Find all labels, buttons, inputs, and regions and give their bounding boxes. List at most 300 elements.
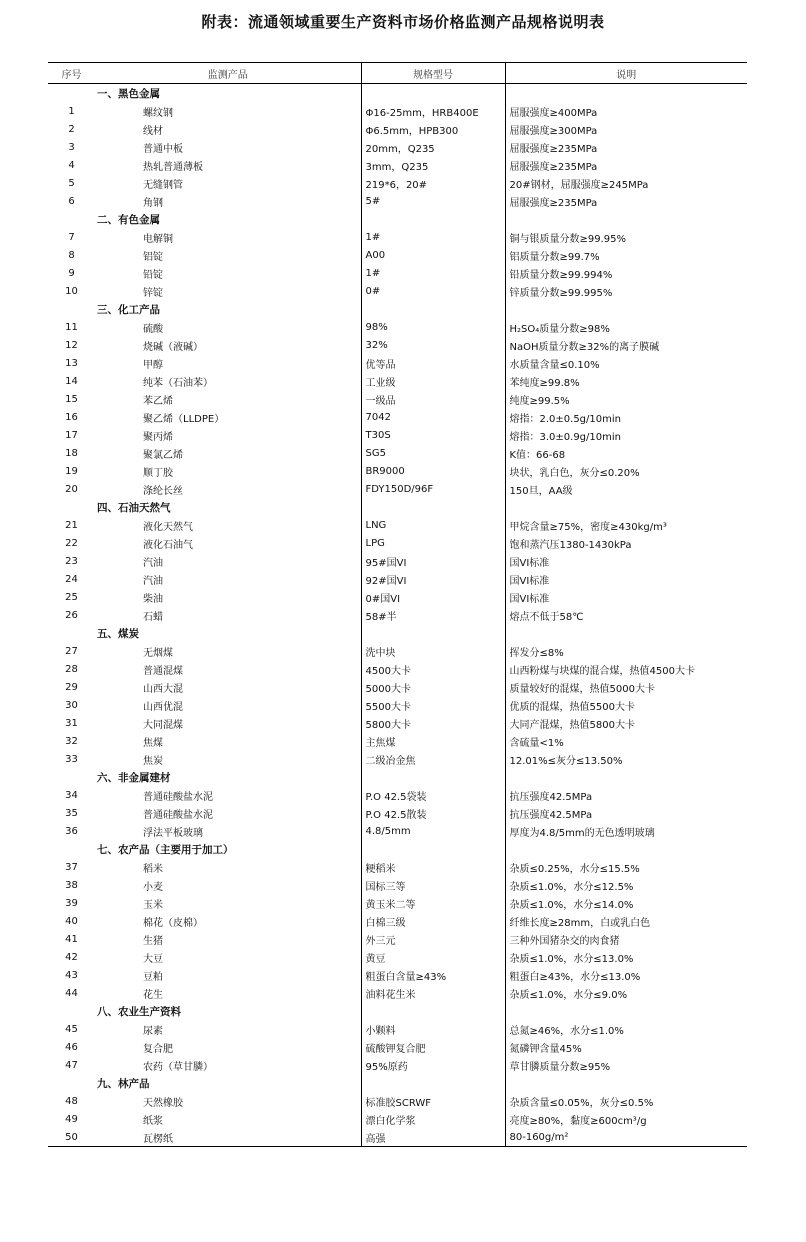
row-index: 5 bbox=[68, 177, 75, 189]
row-index: 48 bbox=[65, 1095, 78, 1107]
spec-value: 白棉三级 bbox=[361, 912, 505, 930]
header-spec: 规格型号 bbox=[361, 63, 505, 84]
product-name: 农药（草甘膦） bbox=[95, 1056, 361, 1074]
row-index: 28 bbox=[65, 663, 78, 675]
table-row bbox=[48, 444, 747, 462]
description-value: H₂SO₄质量分数≥98% bbox=[509, 323, 610, 335]
row-index: 22 bbox=[65, 537, 78, 549]
description-value bbox=[505, 210, 747, 228]
row-index: 37 bbox=[65, 861, 78, 873]
spec-value: 工业级 bbox=[361, 372, 505, 390]
product-name: 线材 bbox=[95, 120, 361, 138]
spec-value: 硫酸钾复合肥 bbox=[361, 1038, 505, 1056]
header-description: 说明 bbox=[505, 63, 747, 84]
table-row bbox=[48, 1056, 747, 1074]
category-label: 九、林产品 bbox=[95, 1074, 361, 1092]
row-index: 13 bbox=[65, 357, 78, 369]
row-index: 19 bbox=[65, 465, 78, 477]
row-index: 42 bbox=[65, 951, 78, 963]
row-index: 49 bbox=[65, 1113, 78, 1125]
description-value: 杂质≤1.0%，水分≤13.0% bbox=[509, 953, 634, 965]
table-row bbox=[48, 822, 747, 840]
table-row bbox=[48, 138, 747, 156]
table-row bbox=[48, 120, 747, 138]
product-name: 硫酸 bbox=[95, 318, 361, 336]
description-value: 熔点不低于58℃ bbox=[509, 611, 584, 623]
table-row bbox=[48, 408, 747, 426]
product-name: 小麦 bbox=[95, 876, 361, 894]
spec-value: 7042 bbox=[361, 408, 505, 426]
table-row bbox=[48, 1038, 747, 1056]
description-value: 20#钢材，屈服强度≥245MPa bbox=[509, 179, 649, 191]
header-index: 序号 bbox=[48, 63, 95, 84]
category-row bbox=[48, 300, 747, 318]
header-product: 监测产品 bbox=[95, 63, 361, 84]
product-name: 大豆 bbox=[95, 948, 361, 966]
row-index: 24 bbox=[65, 573, 78, 585]
table-row bbox=[48, 228, 747, 246]
table-row bbox=[48, 588, 747, 606]
row-index: 30 bbox=[65, 699, 78, 711]
table-row bbox=[48, 984, 747, 1002]
description-value: 山西粉煤与块煤的混合煤，热值4500大卡 bbox=[509, 665, 695, 677]
spec-value: 5# bbox=[361, 192, 505, 210]
table-row bbox=[48, 318, 747, 336]
row-index bbox=[48, 498, 95, 516]
spec-value bbox=[361, 768, 505, 786]
description-value: 饱和蒸汽压1380-1430kPa bbox=[509, 539, 632, 551]
spec-value: Φ6.5mm，HPB300 bbox=[361, 120, 505, 138]
table-row bbox=[48, 336, 747, 354]
product-name: 无缝钢管 bbox=[95, 174, 361, 192]
spec-value: P.O 42.5袋装 bbox=[361, 786, 505, 804]
product-name: 聚乙烯（LLDPE） bbox=[95, 408, 361, 426]
description-value: 亮度≥80%，黏度≥600cm³/g bbox=[509, 1115, 647, 1127]
description-value bbox=[505, 498, 747, 516]
product-name: 普通硅酸盐水泥 bbox=[95, 804, 361, 822]
row-index: 9 bbox=[68, 267, 75, 279]
product-name: 花生 bbox=[95, 984, 361, 1002]
product-name: 液化石油气 bbox=[95, 534, 361, 552]
table-row bbox=[48, 156, 747, 174]
table-row bbox=[48, 480, 747, 498]
row-index: 1 bbox=[68, 105, 75, 117]
spec-value: 4500大卡 bbox=[361, 660, 505, 678]
spec-value: FDY150D/96F bbox=[361, 480, 505, 498]
row-index: 2 bbox=[68, 123, 75, 135]
row-index: 36 bbox=[65, 825, 78, 837]
spec-value: 黄豆 bbox=[361, 948, 505, 966]
product-name: 涤纶长丝 bbox=[95, 480, 361, 498]
product-name: 浮法平板玻璃 bbox=[95, 822, 361, 840]
table-row bbox=[48, 570, 747, 588]
page-title: 附表：流通领域重要生产资料市场价格监测产品规格说明表 bbox=[201, 13, 605, 31]
row-index: 50 bbox=[48, 1128, 95, 1147]
product-name: 铅锭 bbox=[95, 264, 361, 282]
description-value bbox=[505, 624, 747, 642]
product-name: 电解铜 bbox=[95, 228, 361, 246]
table-row bbox=[48, 390, 747, 408]
table-row bbox=[48, 282, 747, 300]
description-value: 杂质≤1.0%，水分≤9.0% bbox=[509, 989, 628, 1001]
spec-value bbox=[361, 1074, 505, 1092]
table-row bbox=[48, 372, 747, 390]
description-value: 杂质≤1.0%，水分≤14.0% bbox=[509, 899, 634, 911]
spec-value: 主焦煤 bbox=[361, 732, 505, 750]
spec-value: 漂白化学浆 bbox=[361, 1110, 505, 1128]
row-index: 34 bbox=[65, 789, 78, 801]
table-row bbox=[48, 660, 747, 678]
description-value: 熔指：2.0±0.5g/10min bbox=[509, 413, 621, 425]
product-name: 稻米 bbox=[95, 858, 361, 876]
description-value: 铜与银质量分数≥99.95% bbox=[509, 233, 627, 245]
description-value: 抗压强度42.5MPa bbox=[509, 809, 593, 821]
product-name: 苯乙烯 bbox=[95, 390, 361, 408]
table-row bbox=[48, 930, 747, 948]
product-name: 普通混煤 bbox=[95, 660, 361, 678]
description-value: 80-160g/m² bbox=[505, 1128, 747, 1147]
row-index: 8 bbox=[68, 249, 75, 261]
product-name: 角钢 bbox=[95, 192, 361, 210]
description-value: 杂质≤0.25%，水分≤15.5% bbox=[509, 863, 640, 875]
table-row bbox=[48, 264, 747, 282]
table-row bbox=[48, 552, 747, 570]
spec-value: SG5 bbox=[361, 444, 505, 462]
table-row bbox=[48, 354, 747, 372]
description-value: 甲烷含量≥75%，密度≥430kg/m³ bbox=[509, 521, 667, 533]
product-name: 甲醇 bbox=[95, 354, 361, 372]
row-index: 31 bbox=[65, 717, 78, 729]
product-name: 山西大混 bbox=[95, 678, 361, 696]
description-value: 杂质含量≤0.05%，灰分≤0.5% bbox=[509, 1097, 654, 1109]
product-name: 热轧普通薄板 bbox=[95, 156, 361, 174]
spec-value bbox=[361, 498, 505, 516]
spec-value: 洗中块 bbox=[361, 642, 505, 660]
row-index: 33 bbox=[65, 753, 78, 765]
product-name: 汽油 bbox=[95, 570, 361, 588]
table-row bbox=[48, 246, 747, 264]
table-body bbox=[48, 84, 747, 1147]
description-value: 锌质量分数≥99.995% bbox=[509, 287, 613, 299]
row-index bbox=[48, 1074, 95, 1092]
category-label: 一、黑色金属 bbox=[95, 84, 361, 103]
spec-value: 20mm，Q235 bbox=[361, 138, 505, 156]
product-name: 汽油 bbox=[95, 552, 361, 570]
category-label: 七、农产品（主要用于加工） bbox=[95, 840, 361, 858]
row-index: 29 bbox=[65, 681, 78, 693]
description-value: 纯度≥99.5% bbox=[509, 395, 570, 407]
row-index: 40 bbox=[65, 915, 78, 927]
table-row bbox=[48, 894, 747, 912]
spec-value: P.O 42.5散装 bbox=[361, 804, 505, 822]
table-row bbox=[48, 1020, 747, 1038]
table-row bbox=[48, 912, 747, 930]
product-name: 顺丁胶 bbox=[95, 462, 361, 480]
row-index: 6 bbox=[68, 195, 75, 207]
spec-value: 95%原药 bbox=[361, 1056, 505, 1074]
spec-value: 一级品 bbox=[361, 390, 505, 408]
table-row bbox=[48, 102, 747, 120]
spec-value: 95#国VI bbox=[361, 552, 505, 570]
description-value: 杂质≤1.0%，水分≤12.5% bbox=[509, 881, 634, 893]
category-label: 四、石油天然气 bbox=[95, 498, 361, 516]
spec-value bbox=[361, 84, 505, 103]
row-index: 21 bbox=[65, 519, 78, 531]
spec-value: 黄玉米二等 bbox=[361, 894, 505, 912]
product-name: 铝锭 bbox=[95, 246, 361, 264]
row-index: 20 bbox=[65, 483, 78, 495]
product-name: 烧碱（液碱） bbox=[95, 336, 361, 354]
row-index: 39 bbox=[65, 897, 78, 909]
category-label: 三、化工产品 bbox=[95, 300, 361, 318]
product-name: 聚氯乙烯 bbox=[95, 444, 361, 462]
row-index: 44 bbox=[65, 987, 78, 999]
spec-value: 粳稻米 bbox=[361, 858, 505, 876]
row-index: 17 bbox=[65, 429, 78, 441]
product-name: 生猪 bbox=[95, 930, 361, 948]
description-value: 纤维长度≥28mm，白或乳白色 bbox=[509, 917, 651, 929]
category-label: 二、有色金属 bbox=[95, 210, 361, 228]
spec-value: BR9000 bbox=[361, 462, 505, 480]
product-name: 普通中板 bbox=[95, 138, 361, 156]
spec-value: 1# bbox=[361, 264, 505, 282]
category-row bbox=[48, 84, 747, 103]
product-name: 无烟煤 bbox=[95, 642, 361, 660]
description-value: K值：66-68 bbox=[509, 449, 566, 461]
category-row bbox=[48, 210, 747, 228]
row-index: 26 bbox=[65, 609, 78, 621]
row-index: 25 bbox=[65, 591, 78, 603]
product-name: 天然橡胶 bbox=[95, 1092, 361, 1110]
description-value: 挥发分≤8% bbox=[509, 647, 564, 659]
table-row bbox=[48, 750, 747, 768]
product-name: 液化天然气 bbox=[95, 516, 361, 534]
description-value: 抗压强度42.5MPa bbox=[509, 791, 593, 803]
spec-value: 5000大卡 bbox=[361, 678, 505, 696]
table-row bbox=[48, 1128, 747, 1147]
spec-value bbox=[361, 624, 505, 642]
spec-value: LNG bbox=[361, 516, 505, 534]
product-name: 尿素 bbox=[95, 1020, 361, 1038]
table-row bbox=[48, 786, 747, 804]
category-label: 六、非金属建材 bbox=[95, 768, 361, 786]
description-value bbox=[505, 1002, 747, 1020]
spec-value: 二级冶金焦 bbox=[361, 750, 505, 768]
product-name: 大同混煤 bbox=[95, 714, 361, 732]
spec-value: 58#半 bbox=[361, 606, 505, 624]
description-value bbox=[505, 1074, 747, 1092]
description-value bbox=[505, 300, 747, 318]
product-name: 焦煤 bbox=[95, 732, 361, 750]
spec-value: LPG bbox=[361, 534, 505, 552]
spec-value: 优等品 bbox=[361, 354, 505, 372]
product-name: 纯苯（石油苯） bbox=[95, 372, 361, 390]
description-value: 铅质量分数≥99.994% bbox=[509, 269, 613, 281]
table-row bbox=[48, 174, 747, 192]
spec-value: 粗蛋白含量≥43% bbox=[361, 966, 505, 984]
description-value: 国VI标准 bbox=[509, 575, 550, 587]
category-row bbox=[48, 840, 747, 858]
row-index: 12 bbox=[65, 339, 78, 351]
product-name: 复合肥 bbox=[95, 1038, 361, 1056]
description-value: 质量较好的混煤，热值5000大卡 bbox=[509, 683, 655, 695]
product-name: 棉花（皮棉） bbox=[95, 912, 361, 930]
spec-value: 98% bbox=[361, 318, 505, 336]
row-index bbox=[48, 84, 95, 103]
spec-value: 外三元 bbox=[361, 930, 505, 948]
header-row bbox=[48, 63, 747, 84]
table-row bbox=[48, 534, 747, 552]
row-index: 47 bbox=[65, 1059, 78, 1071]
table-row bbox=[48, 948, 747, 966]
spec-value: 油料花生米 bbox=[361, 984, 505, 1002]
row-index: 23 bbox=[65, 555, 78, 567]
description-value: 铝质量分数≥99.7% bbox=[509, 251, 600, 263]
product-name: 山西优混 bbox=[95, 696, 361, 714]
category-label: 八、农业生产资料 bbox=[95, 1002, 361, 1020]
description-value: 国VI标准 bbox=[509, 557, 550, 569]
table-row bbox=[48, 1092, 747, 1110]
description-value: 水质量含量≤0.10% bbox=[509, 359, 600, 371]
row-index bbox=[48, 300, 95, 318]
description-value: 国VI标准 bbox=[509, 593, 550, 605]
description-value: 屈服强度≥235MPa bbox=[509, 197, 598, 209]
product-name: 锌锭 bbox=[95, 282, 361, 300]
row-index bbox=[48, 624, 95, 642]
category-row bbox=[48, 1002, 747, 1020]
product-name: 纸浆 bbox=[95, 1110, 361, 1128]
description-value: 总氮≥46%，水分≤1.0% bbox=[509, 1025, 624, 1037]
row-index bbox=[48, 840, 95, 858]
spec-value bbox=[361, 1002, 505, 1020]
product-name: 瓦楞纸 bbox=[95, 1128, 361, 1147]
spec-value: 1# bbox=[361, 228, 505, 246]
row-index: 10 bbox=[65, 285, 78, 297]
spec-value: T30S bbox=[361, 426, 505, 444]
category-row bbox=[48, 1074, 747, 1092]
table-row bbox=[48, 642, 747, 660]
category-row bbox=[48, 624, 747, 642]
category-row bbox=[48, 768, 747, 786]
spec-table bbox=[48, 62, 747, 1147]
row-index: 45 bbox=[65, 1023, 78, 1035]
table-row bbox=[48, 714, 747, 732]
row-index: 11 bbox=[65, 321, 78, 333]
description-value: 含硫量<1% bbox=[509, 737, 564, 749]
table-row bbox=[48, 678, 747, 696]
spec-value: 0#国VI bbox=[361, 588, 505, 606]
product-name: 焦炭 bbox=[95, 750, 361, 768]
table-row bbox=[48, 516, 747, 534]
product-name: 聚丙烯 bbox=[95, 426, 361, 444]
description-value: 块状，乳白色，灰分≤0.20% bbox=[509, 467, 640, 479]
spec-value: 标准胶SCRWF bbox=[361, 1092, 505, 1110]
row-index: 35 bbox=[65, 807, 78, 819]
description-value: 厚度为4.8/5mm的无色透明玻璃 bbox=[509, 827, 655, 839]
table-row bbox=[48, 696, 747, 714]
row-index: 15 bbox=[65, 393, 78, 405]
spec-value: 小颗料 bbox=[361, 1020, 505, 1038]
table-row bbox=[48, 426, 747, 444]
description-value: 屈服强度≥235MPa bbox=[509, 161, 598, 173]
table-header bbox=[48, 63, 747, 84]
spec-value bbox=[361, 840, 505, 858]
spec-value: 219*6，20# bbox=[361, 174, 505, 192]
row-index: 4 bbox=[68, 159, 75, 171]
row-index: 3 bbox=[68, 141, 75, 153]
description-value: NaOH质量分数≥32%的离子膜碱 bbox=[509, 341, 660, 353]
description-value: 草甘膦质量分数≥95% bbox=[509, 1061, 611, 1073]
table-row bbox=[48, 876, 747, 894]
table-row bbox=[48, 804, 747, 822]
table-row bbox=[48, 858, 747, 876]
spec-value: 3mm，Q235 bbox=[361, 156, 505, 174]
spec-value: 32% bbox=[361, 336, 505, 354]
description-value: 氮磷钾含量45% bbox=[509, 1043, 582, 1055]
spec-value: Φ16-25mm，HRB400E bbox=[361, 102, 505, 120]
description-value: 150旦，AA级 bbox=[509, 485, 573, 497]
description-value: 大同产混煤，热值5800大卡 bbox=[509, 719, 635, 731]
row-index: 7 bbox=[68, 231, 75, 243]
description-value: 粗蛋白≥43%，水分≤13.0% bbox=[509, 971, 641, 983]
category-row bbox=[48, 498, 747, 516]
description-value: 屈服强度≥300MPa bbox=[509, 125, 598, 137]
spec-value: 国标三等 bbox=[361, 876, 505, 894]
product-name: 螺纹钢 bbox=[95, 102, 361, 120]
spec-value bbox=[361, 300, 505, 318]
row-index: 32 bbox=[65, 735, 78, 747]
spec-value: 4.8/5mm bbox=[361, 822, 505, 840]
table-row bbox=[48, 732, 747, 750]
row-index: 14 bbox=[65, 375, 78, 387]
row-index: 38 bbox=[65, 879, 78, 891]
spec-value: 0# bbox=[361, 282, 505, 300]
row-index bbox=[48, 768, 95, 786]
spec-value: 高强 bbox=[361, 1128, 505, 1147]
spec-value: 5800大卡 bbox=[361, 714, 505, 732]
description-value: 优质的混煤，热值5500大卡 bbox=[509, 701, 635, 713]
spec-value: A00 bbox=[361, 246, 505, 264]
description-value: 苯纯度≥99.8% bbox=[509, 377, 580, 389]
product-name: 石蜡 bbox=[95, 606, 361, 624]
table-row bbox=[48, 462, 747, 480]
category-label: 五、煤炭 bbox=[95, 624, 361, 642]
description-value: 屈服强度≥235MPa bbox=[509, 143, 598, 155]
product-name: 普通硅酸盐水泥 bbox=[95, 786, 361, 804]
description-value: 屈服强度≥400MPa bbox=[509, 107, 598, 119]
product-name: 豆粕 bbox=[95, 966, 361, 984]
row-index bbox=[48, 1002, 95, 1020]
description-value bbox=[505, 84, 747, 103]
description-value bbox=[505, 840, 747, 858]
spec-table-container bbox=[48, 62, 747, 1147]
description-value bbox=[505, 768, 747, 786]
table-row bbox=[48, 1110, 747, 1128]
description-value: 三种外国猪杂交的肉食猪 bbox=[509, 935, 620, 947]
row-index: 18 bbox=[65, 447, 78, 459]
product-name: 玉米 bbox=[95, 894, 361, 912]
row-index: 43 bbox=[65, 969, 78, 981]
row-index: 27 bbox=[65, 645, 78, 657]
spec-value: 5500大卡 bbox=[361, 696, 505, 714]
table-row bbox=[48, 606, 747, 624]
row-index: 16 bbox=[65, 411, 78, 423]
spec-value bbox=[361, 210, 505, 228]
row-index bbox=[48, 210, 95, 228]
description-value: 熔指：3.0±0.9g/10min bbox=[509, 431, 621, 443]
spec-value: 92#国VI bbox=[361, 570, 505, 588]
description-value: 12.01%≤灰分≤13.50% bbox=[509, 755, 623, 767]
